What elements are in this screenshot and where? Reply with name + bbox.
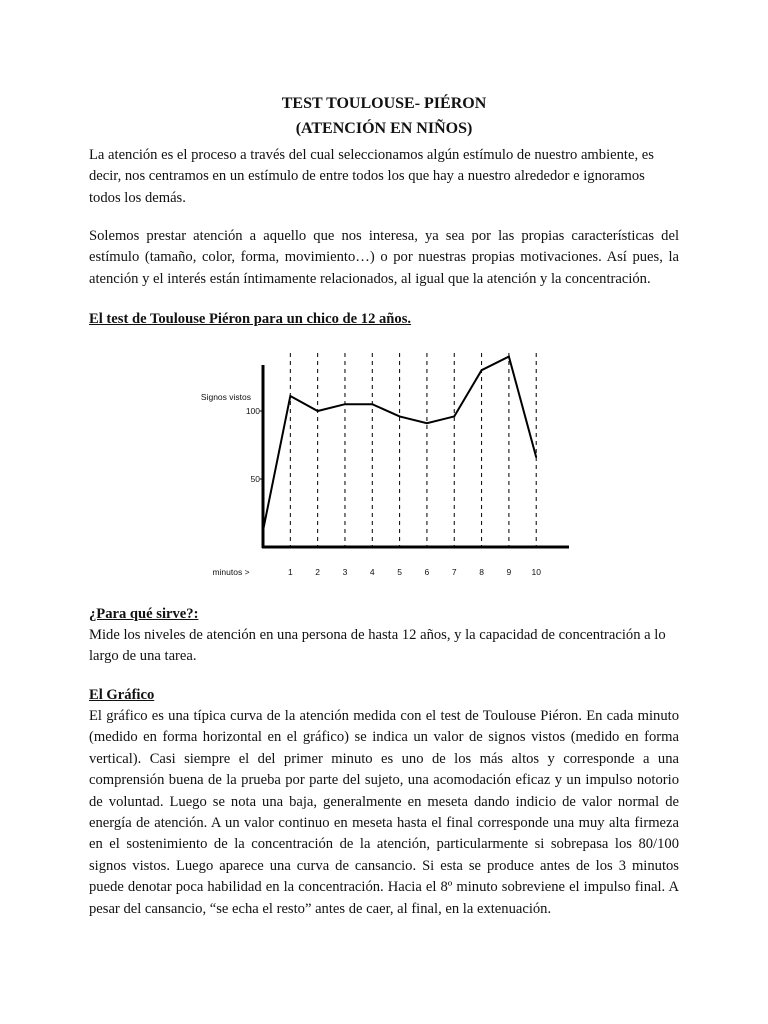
section-graph-heading: El Gráfico xyxy=(89,687,155,703)
document-title: TEST TOULOUSE- PIÉRON xyxy=(281,95,487,112)
x-tick-label-1: 1 xyxy=(287,567,293,577)
attention-curve-chart xyxy=(189,345,579,585)
x-tick-label-10: 10 xyxy=(531,567,541,577)
data-point-minute-7 xyxy=(453,416,455,418)
section-purpose-text: Mide los niveles de atención en una persona de hasta 12 años, y la capacidad de concentración a lo largo de una tarea. xyxy=(89,627,666,665)
x-tick-label-7: 7 xyxy=(451,567,457,577)
data-point-minute-5 xyxy=(399,416,401,418)
data-point-minute-2 xyxy=(317,410,319,412)
section-purpose-heading: ¿Para qué sirve?: xyxy=(89,606,199,622)
data-point-minute-1 xyxy=(290,395,292,397)
data-point-minute-8 xyxy=(481,369,483,371)
data-point-minute-9 xyxy=(508,356,510,358)
chart-heading: El test de Toulouse Piéron para un chico de 12 años. xyxy=(89,311,412,327)
y-axis-label: Signos vistos xyxy=(200,392,251,403)
data-point-minute-0 xyxy=(262,530,264,532)
x-tick-label-6: 6 xyxy=(424,567,430,577)
x-axis-label: minutos > xyxy=(212,567,250,577)
data-point-minute-6 xyxy=(426,422,428,424)
x-tick-label-4: 4 xyxy=(369,567,375,577)
x-tick-label-8: 8 xyxy=(479,567,484,577)
data-point-minute-4 xyxy=(371,403,373,405)
data-point-minute-3 xyxy=(344,403,346,405)
intro-paragraph-2: Solemos prestar atención a aquello que nos interesa, ya sea por las propias características del estímulo (tamaño, color, forma, movimiento…) o por nuestras propias motivaciones. Así pues, la atención y el interés están íntimamente relacionados, al igual que la atención y la concentración. xyxy=(89,228,679,287)
document-subtitle: (ATENCIÓN EN NIÑOS) xyxy=(295,120,473,137)
intro-paragraph-1: La atención es el proceso a través del cual seleccionamos algún estímulo de nuestro ambiente, es decir, nos centramos en un estímulo de entre todos los que hay a nuestro alrededor e ignoramos todos los demás. xyxy=(89,147,654,206)
x-tick-label-5: 5 xyxy=(397,567,402,577)
data-point-minute-10 xyxy=(535,456,537,458)
y-tick-label-100: 100 xyxy=(245,406,260,416)
y-tick-label-50: 50 xyxy=(250,474,260,484)
x-tick-label-3: 3 xyxy=(342,567,348,577)
x-tick-label-9: 9 xyxy=(506,567,512,577)
section-graph-text: El gráfico es una típica curva de la atención medida con el test de Toulouse Piéron. En cada minuto (medido en forma horizontal en el gráfico) se indica un valor de signos vistos (medido en forma vertical). Casi siempre el del primer minuto es uno de los más altos y corresponde a una comprensión buena de la prueba por parte del sujeto, una acomodación eficaz y un impulso notorio de voluntad. Luego se nota una baja, generalmente en meseta dando indicio de valor normal de energía de atención. A un valor continuo en meseta hasta el final corresponde una muy alta firmeza en el sostenimiento de la concentración de la atención, particularmente si sobrepasa los 80/100 signos vistos. Luego aparece una curva de cansancio. Si esta se produce antes de los 3 minutos puede denotar poca habilidad en la concentración. Hacia el 8º minuto sobreviene el impulso final. A pesar del cansancio, “se echa el resto” antes de caer, al final, en la extenuación. xyxy=(89,708,679,917)
x-tick-label-2: 2 xyxy=(315,567,321,577)
